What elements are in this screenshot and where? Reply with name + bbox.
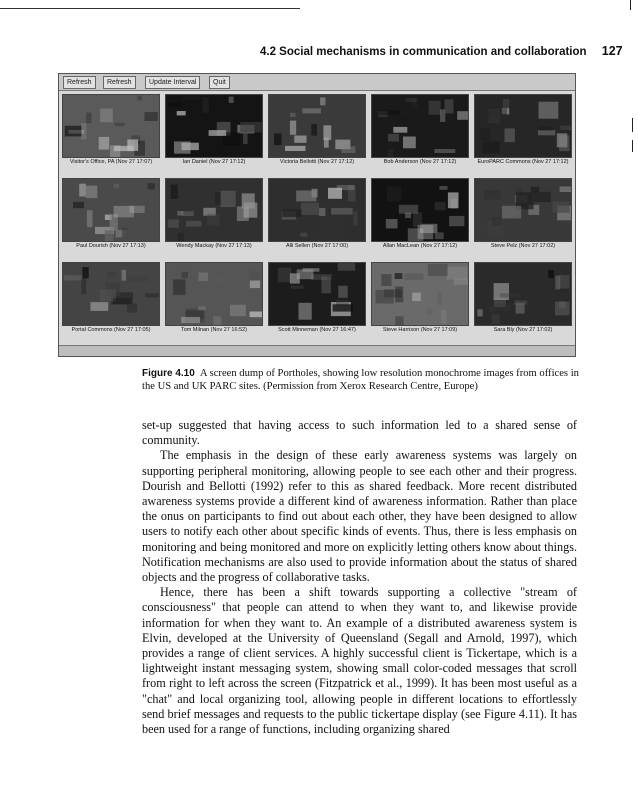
top-rule — [0, 8, 300, 9]
video-tile-caption: Ian Daniel (Nov 27 17:12) — [182, 159, 246, 165]
running-head — [260, 44, 623, 58]
webcam-image — [63, 95, 159, 157]
video-frame — [371, 178, 469, 242]
video-frame — [165, 178, 263, 242]
video-tile[interactable] — [371, 94, 469, 167]
webcam-image — [269, 263, 365, 325]
video-tile-caption: Scott Minneman (Nov 27 16:47) — [278, 327, 356, 333]
video-tile-caption: Portal Commons (Nov 27 17:05) — [71, 327, 151, 333]
webcam-image — [269, 179, 365, 241]
video-tile[interactable] — [62, 262, 160, 335]
toolbar-button[interactable]: Quit — [209, 76, 230, 89]
toolbar — [59, 74, 575, 91]
video-tile[interactable] — [474, 94, 572, 167]
video-tile-caption: Sara Bly (Nov 27 17:02) — [493, 327, 553, 333]
scan-mark — [632, 140, 633, 152]
running-title: 4.2 Social mechanisms in communication and collaboration — [260, 46, 587, 58]
toolbar-button[interactable]: Refresh — [63, 76, 96, 89]
scan-mark — [630, 0, 631, 10]
video-tile-caption: Wendy Mackay (Nov 27 17:13) — [176, 243, 252, 249]
page-number: 127 — [601, 44, 623, 58]
video-tile[interactable] — [62, 94, 160, 167]
video-tile-caption: Alli Sellen (Nov 27 17:00) — [285, 243, 349, 249]
webcam-image — [475, 263, 571, 325]
webcam-image — [63, 179, 159, 241]
video-tile-caption: EuroPARC Commons (Nov 27 17:12) — [477, 159, 569, 165]
window-status-bar — [59, 345, 575, 356]
video-tile-caption: Steve Harrison (Nov 27 17:09) — [382, 327, 458, 333]
toolbar-button[interactable]: Refresh — [103, 76, 136, 89]
portholes-screen-dump — [58, 73, 576, 357]
video-frame — [474, 178, 572, 242]
video-tile-caption: Paul Dourish (Nov 27 17:13) — [76, 243, 146, 249]
webcam-image — [372, 263, 468, 325]
webcam-image — [372, 179, 468, 241]
video-tile-caption: Visitor's Office, PA (Nov 27 17:07) — [69, 159, 153, 165]
video-frame — [268, 178, 366, 242]
webcam-image — [166, 263, 262, 325]
video-frame — [62, 178, 160, 242]
video-tile[interactable] — [268, 262, 366, 335]
webcam-image — [475, 95, 571, 157]
webcam-image — [63, 263, 159, 325]
video-tile[interactable] — [371, 178, 469, 251]
video-tile-grid — [62, 94, 572, 344]
video-tile[interactable] — [474, 178, 572, 251]
webcam-image — [372, 95, 468, 157]
scan-mark — [632, 118, 633, 132]
video-tile[interactable] — [371, 262, 469, 335]
video-tile[interactable] — [165, 262, 263, 335]
paragraph: Hence, there has been a shift towards supporting a collective "stream of consciousness" that people can attend to when they want to, and likewise provide information for when they want to. An example of a distributed awareness system is Elvin, developed at the University of Queensland (Segall and Arnold, 1997), which provides a range of client services. A highly successful client is Tickertape, which is a lightweight instant messaging system, showing small color-coded messages that scroll from right to left across the screen (Fitzpatrick et al., 1999). It has been most useful as a "chat" and local organizing tool, allowing people in different locations to effortlessly send brief messages and requests to the public tickertape display (see Figure 4.11). It has been used for a range of functions, including organizing shared — [142, 585, 577, 737]
video-frame — [62, 262, 160, 326]
video-frame — [474, 94, 572, 158]
paragraph: set-up suggested that having access to such information led to a shared sense of community. — [142, 418, 577, 448]
video-frame — [371, 262, 469, 326]
body-text — [142, 418, 577, 737]
webcam-image — [166, 95, 262, 157]
paragraph: The emphasis in the design of these early awareness systems was largely on supporting peripheral monitoring, allowing people to see each other and their progress. Dourish and Bellotti (1992) refer to this as shared feedback. More recent distributed awareness systems provide a different kind of awareness information. Rather than place the onus on participants to find out about each other, they have been designed to allow users to notify each other about specific kinds of events. Thus, there is less emphasis on monitoring and being monitored and more on explicitly letting others know about things. Notification mechanisms are also used to provide information about the status of shared objects and the progress of collaborative tasks. — [142, 448, 577, 585]
figure-caption-text: A screen dump of Portholes, showing low resolution monochrome images from offices in the US and UK PARC sites. (Permission from Xerox Research Centre, Europe) — [142, 368, 579, 392]
video-tile-caption: Bob Anderson (Nov 27 17:12) — [383, 159, 457, 165]
video-tile[interactable] — [474, 262, 572, 335]
video-tile[interactable] — [268, 94, 366, 167]
webcam-image — [269, 95, 365, 157]
webcam-image — [475, 179, 571, 241]
video-tile[interactable] — [165, 94, 263, 167]
video-tile-caption: Tom Milnan (Nov 27 16:52) — [180, 327, 248, 333]
toolbar-button[interactable]: Update Interval — [145, 76, 200, 89]
video-tile-caption: Victoria Bellotti (Nov 27 17:12) — [279, 159, 355, 165]
video-tile[interactable] — [268, 178, 366, 251]
figure-label: Figure 4.10 — [142, 368, 195, 379]
video-tile[interactable] — [165, 178, 263, 251]
video-frame — [165, 262, 263, 326]
webcam-image — [166, 179, 262, 241]
video-tile-caption: Steve Pelz (Nov 27 17:02) — [490, 243, 556, 249]
video-frame — [268, 262, 366, 326]
video-frame — [474, 262, 572, 326]
video-frame — [371, 94, 469, 158]
video-tile[interactable] — [62, 178, 160, 251]
video-frame — [165, 94, 263, 158]
figure-caption — [142, 367, 582, 393]
video-frame — [268, 94, 366, 158]
video-tile-caption: Allan MacLean (Nov 27 17:12) — [382, 243, 458, 249]
video-frame — [62, 94, 160, 158]
